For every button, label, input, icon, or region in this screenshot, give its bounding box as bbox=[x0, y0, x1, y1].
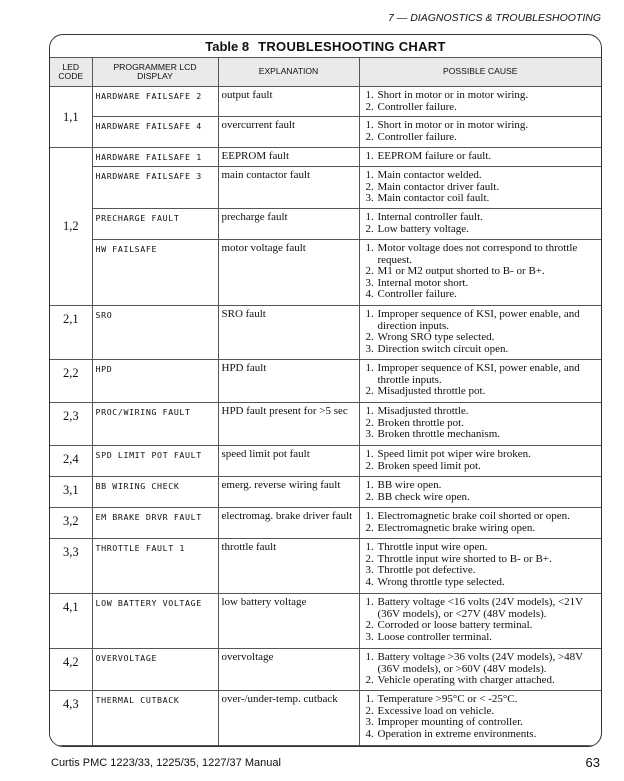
explanation-cell: over-/under-temp. cutback bbox=[218, 691, 359, 746]
troubleshooting-chart-table bbox=[49, 34, 602, 747]
table-row bbox=[50, 306, 601, 360]
cause-item: 1. Short in motor or in motor wiring. bbox=[377, 90, 599, 102]
possible-cause-cell bbox=[359, 403, 601, 446]
table-row bbox=[50, 117, 601, 148]
cause-list bbox=[363, 170, 599, 205]
led-code-cell: 2,2 bbox=[50, 360, 92, 403]
table-row bbox=[50, 508, 601, 539]
cause-item: 1. Battery voltage >36 volts (24V models), >48V (36V models), or >60V (48V models). bbox=[377, 652, 599, 675]
programmer-display-cell: LOW BATTERY VOLTAGE bbox=[92, 594, 218, 649]
cause-item: 1. Internal controller fault. bbox=[377, 212, 599, 224]
led-code-cell: 4,3 bbox=[50, 691, 92, 746]
cause-item: 1. Improper sequence of KSI, power enable, and direction inputs. bbox=[377, 309, 599, 332]
explanation-cell: HPD fault bbox=[218, 360, 359, 403]
explanation-cell: speed limit pot fault bbox=[218, 446, 359, 477]
possible-cause-cell bbox=[359, 87, 601, 117]
possible-cause-cell bbox=[359, 691, 601, 746]
table-row bbox=[50, 148, 601, 167]
header-row bbox=[50, 58, 601, 87]
cause-item: 2. Broken speed limit pot. bbox=[377, 461, 599, 473]
possible-cause-cell bbox=[359, 477, 601, 508]
cause-item: 1. Short in motor or in motor wiring. bbox=[377, 120, 599, 132]
cause-list bbox=[363, 212, 599, 235]
programmer-display-cell: HW FAILSAFE bbox=[92, 240, 218, 306]
programmer-display-cell: HARDWARE FAILSAFE 2 bbox=[92, 87, 218, 117]
cause-list bbox=[363, 449, 599, 472]
explanation-cell: main contactor fault bbox=[218, 167, 359, 209]
cause-item: 1. Speed limit pot wiper wire broken. bbox=[377, 449, 599, 461]
cause-item: 2. Main contactor driver fault. bbox=[377, 182, 599, 194]
explanation-cell: electromag. brake driver fault bbox=[218, 508, 359, 539]
page-number: 63 bbox=[585, 755, 600, 770]
cause-item: 2. Excessive load on vehicle. bbox=[377, 706, 599, 718]
cause-item: 2. BB check wire open. bbox=[377, 492, 599, 504]
cause-list bbox=[363, 309, 599, 355]
led-code-cell: 4,1 bbox=[50, 594, 92, 649]
possible-cause-cell bbox=[359, 117, 601, 148]
led-code-cell: 2,3 bbox=[50, 403, 92, 446]
table-row bbox=[50, 87, 601, 117]
cause-list bbox=[363, 90, 599, 113]
programmer-display-cell: EM BRAKE DRVR FAULT bbox=[92, 508, 218, 539]
cause-item: 2. Electromagnetic brake wiring open. bbox=[377, 523, 599, 535]
header-led-code: LED CODE bbox=[50, 58, 92, 87]
cause-item: 3. Main contactor coil fault. bbox=[377, 193, 599, 205]
cause-item: 1. Motor voltage does not correspond to throttle request. bbox=[377, 243, 599, 266]
explanation-cell: overvoltage bbox=[218, 649, 359, 691]
table-name: TROUBLESHOOTING CHART bbox=[258, 38, 446, 54]
running-head: 7 — DIAGNOSTICS & TROUBLESHOOTING bbox=[388, 12, 601, 24]
programmer-display-cell: THERMAL CUTBACK bbox=[92, 691, 218, 746]
cause-item: 3. Loose controller terminal. bbox=[377, 632, 599, 644]
programmer-display-cell: HARDWARE FAILSAFE 3 bbox=[92, 167, 218, 209]
manual-title: Curtis PMC 1223/33, 1225/35, 1227/37 Manual bbox=[51, 757, 281, 769]
table-row bbox=[50, 691, 601, 746]
possible-cause-cell bbox=[359, 240, 601, 306]
table-row bbox=[50, 477, 601, 508]
led-code-cell: 3,2 bbox=[50, 508, 92, 539]
cause-list bbox=[363, 542, 599, 588]
cause-list bbox=[363, 597, 599, 643]
explanation-cell: low battery voltage bbox=[218, 594, 359, 649]
cause-item: 3. Improper mounting of controller. bbox=[377, 717, 599, 729]
programmer-display-cell: SPD LIMIT POT FAULT bbox=[92, 446, 218, 477]
possible-cause-cell bbox=[359, 539, 601, 594]
table-row bbox=[50, 539, 601, 594]
cause-item: 1. Misadjusted throttle. bbox=[377, 406, 599, 418]
explanation-cell: emerg. reverse wiring fault bbox=[218, 477, 359, 508]
cause-item: 2. Misadjusted throttle pot. bbox=[377, 386, 599, 398]
led-code-cell: 1,1 bbox=[50, 87, 92, 148]
programmer-display-cell: THROTTLE FAULT 1 bbox=[92, 539, 218, 594]
cause-list bbox=[363, 694, 599, 740]
programmer-display-cell: OVERVOLTAGE bbox=[92, 649, 218, 691]
cause-item: 1. Temperature >95°C or < -25°C. bbox=[377, 694, 599, 706]
explanation-cell: motor voltage fault bbox=[218, 240, 359, 306]
led-code-cell: 3,3 bbox=[50, 539, 92, 594]
led-code-cell: 1,2 bbox=[50, 148, 92, 306]
possible-cause-cell bbox=[359, 167, 601, 209]
cause-item: 1. Throttle input wire open. bbox=[377, 542, 599, 554]
cause-list bbox=[363, 363, 599, 398]
cause-list bbox=[363, 480, 599, 503]
cause-item: 1. EEPROM failure or fault. bbox=[377, 151, 599, 163]
led-code-cell: 4,2 bbox=[50, 649, 92, 691]
table-row bbox=[50, 403, 601, 446]
led-code-cell: 3,1 bbox=[50, 477, 92, 508]
cause-item: 1. Main contactor welded. bbox=[377, 170, 599, 182]
cause-item: 2. Vehicle operating with charger attached. bbox=[377, 675, 599, 687]
led-code-cell: 2,4 bbox=[50, 446, 92, 477]
programmer-display-cell: SRO bbox=[92, 306, 218, 360]
cause-list bbox=[363, 406, 599, 441]
programmer-display-cell: PROC/WIRING FAULT bbox=[92, 403, 218, 446]
programmer-display-cell: PRECHARGE FAULT bbox=[92, 209, 218, 240]
cause-item: 3. Broken throttle mechanism. bbox=[377, 429, 599, 441]
cause-list bbox=[363, 120, 599, 143]
cause-item: 3. Internal motor short. bbox=[377, 278, 599, 290]
cause-item: 1. BB wire open. bbox=[377, 480, 599, 492]
explanation-cell: EEPROM fault bbox=[218, 148, 359, 167]
cause-item: 2. Throttle input wire shorted to B- or B+. bbox=[377, 554, 599, 566]
table-row bbox=[50, 594, 601, 649]
cause-item: 3. Direction switch circuit open. bbox=[377, 344, 599, 356]
header-programmer-display: PROGRAMMER LCD DISPLAY bbox=[92, 58, 218, 87]
header-explanation: EXPLANATION bbox=[218, 58, 359, 87]
table-row bbox=[50, 167, 601, 209]
explanation-cell: output fault bbox=[218, 87, 359, 117]
programmer-display-cell: BB WIRING CHECK bbox=[92, 477, 218, 508]
explanation-cell: overcurrent fault bbox=[218, 117, 359, 148]
cause-item: 4. Controller failure. bbox=[377, 289, 599, 301]
cause-item: 2. Wrong SRO type selected. bbox=[377, 332, 599, 344]
cause-item: 2. M1 or M2 output shorted to B- or B+. bbox=[377, 266, 599, 278]
programmer-display-cell: HARDWARE FAILSAFE 4 bbox=[92, 117, 218, 148]
programmer-display-cell: HARDWARE FAILSAFE 1 bbox=[92, 148, 218, 167]
explanation-cell: SRO fault bbox=[218, 306, 359, 360]
table-row bbox=[50, 360, 601, 403]
cause-item: 2. Corroded or loose battery terminal. bbox=[377, 620, 599, 632]
table-row bbox=[50, 209, 601, 240]
cause-item: 1. Electromagnetic brake coil shorted or open. bbox=[377, 511, 599, 523]
header-possible-cause: POSSIBLE CAUSE bbox=[359, 58, 601, 87]
possible-cause-cell bbox=[359, 446, 601, 477]
cause-item: 2. Broken throttle pot. bbox=[377, 418, 599, 430]
cause-item: 3. Throttle pot defective. bbox=[377, 565, 599, 577]
cause-item: 4. Operation in extreme environments. bbox=[377, 729, 599, 741]
table-number: Table 8 bbox=[205, 38, 250, 54]
possible-cause-cell bbox=[359, 594, 601, 649]
possible-cause-cell bbox=[359, 649, 601, 691]
cause-list bbox=[363, 151, 599, 163]
table-row bbox=[50, 446, 601, 477]
programmer-display-cell: HPD bbox=[92, 360, 218, 403]
cause-item: 1. Battery voltage <16 volts (24V models), <21V (36V models), or <27V (48V models). bbox=[377, 597, 599, 620]
cause-item: 2. Controller failure. bbox=[377, 102, 599, 114]
table-title bbox=[50, 35, 601, 57]
cause-list bbox=[363, 511, 599, 534]
possible-cause-cell bbox=[359, 148, 601, 167]
cause-list bbox=[363, 243, 599, 301]
cause-item: 4. Wrong throttle type selected. bbox=[377, 577, 599, 589]
explanation-cell: throttle fault bbox=[218, 539, 359, 594]
possible-cause-cell bbox=[359, 508, 601, 539]
led-code-cell: 2,1 bbox=[50, 306, 92, 360]
table-row bbox=[50, 240, 601, 306]
chart-grid bbox=[50, 57, 601, 746]
possible-cause-cell bbox=[359, 209, 601, 240]
cause-list bbox=[363, 652, 599, 687]
possible-cause-cell bbox=[359, 306, 601, 360]
explanation-cell: HPD fault present for >5 sec bbox=[218, 403, 359, 446]
cause-item: 2. Controller failure. bbox=[377, 132, 599, 144]
cause-item: 1. Improper sequence of KSI, power enable, and throttle inputs. bbox=[377, 363, 599, 386]
explanation-cell: precharge fault bbox=[218, 209, 359, 240]
table-row bbox=[50, 649, 601, 691]
possible-cause-cell bbox=[359, 360, 601, 403]
cause-item: 2. Low battery voltage. bbox=[377, 224, 599, 236]
